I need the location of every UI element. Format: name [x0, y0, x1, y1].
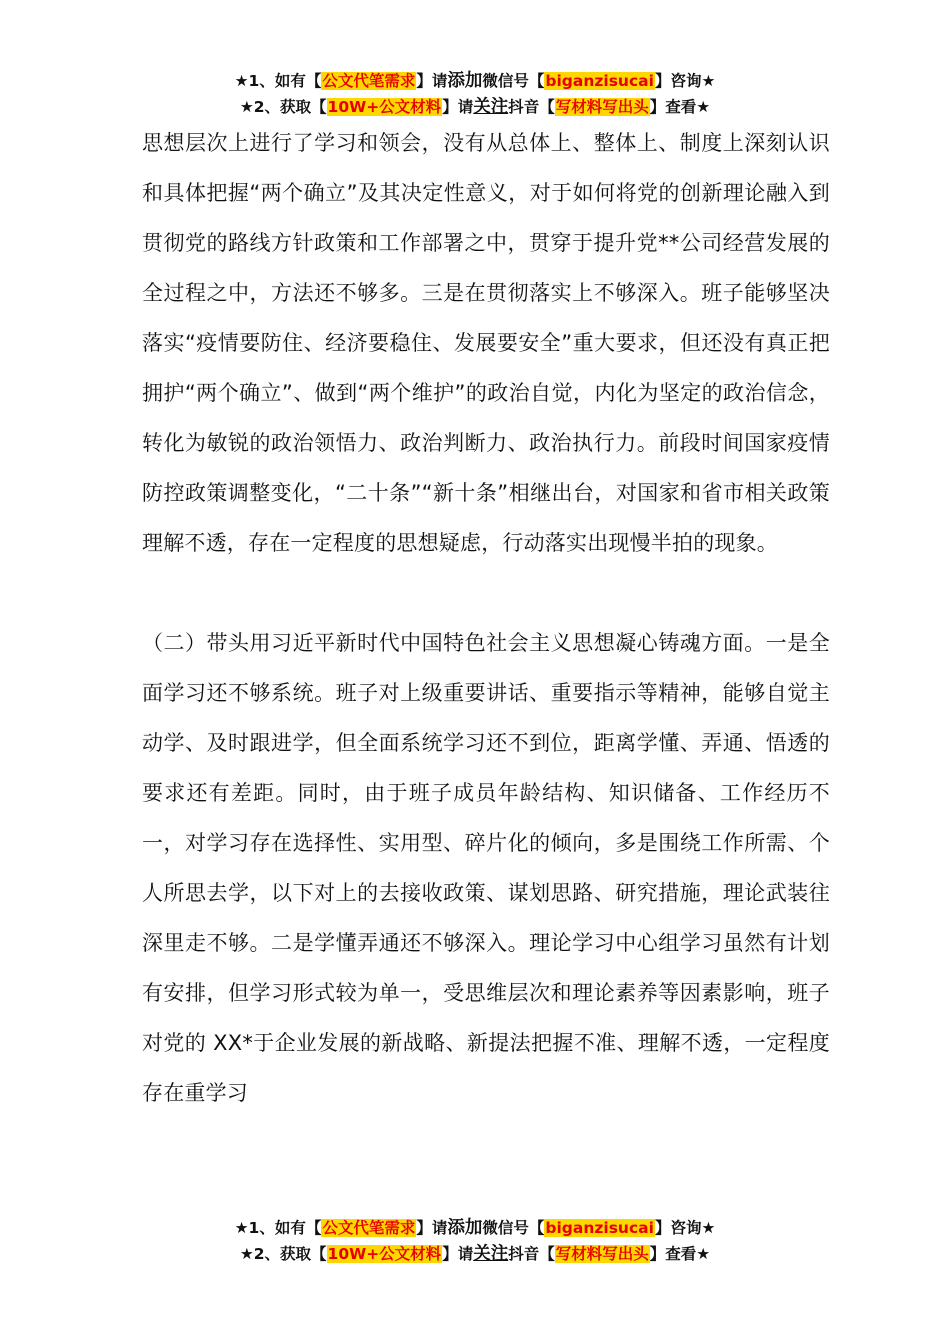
paragraph-1: 思想层次上进行了学习和领会，没有从总体上、整体上、制度上深刻认识和具体把握“两个确立”及其决定性意义，对于如何将党的创新理论融入到贯彻党的路线方针政策和工作部署之中，贯穿于提升党**公司经营发展的全过程之中，方法还不够多。三是在贯彻落实上不够深入。班子能够坚决落实“疫情要防住、经济要稳住、发展要安全”重大要求，但还没有真正把拥护“两个确立”、做到“两个维护”的政治自觉，内化为坚定的政治信念，转化为敏锐的政治领悟力、政治判断力、政治执行力。前段时间国家疫情防控政策调整变化，“二十条”“新十条”相继出台，对国家和省市相关政策理解不透，存在一定程度的思想疑虑，行动落实出现慢半拍的现象。 — [142, 131, 830, 555]
banner-wechat-id: biganzisucai — [545, 72, 654, 90]
banner-line-2: ★2、获取【10W+公文材料】请关注抖音【写材料写出头】查看★ — [239, 1244, 711, 1264]
banner-line-1: ★1、如有【公文代笔需求】请添加微信号【biganzisucai】咨询★ — [234, 71, 716, 91]
banner-wechat-id: biganzisucai — [545, 1219, 654, 1237]
banner-line-1: ★1、如有【公文代笔需求】请添加微信号【biganzisucai】咨询★ — [234, 1218, 716, 1238]
footer-banner — [0, 1215, 950, 1267]
banner-highlight: 10W+公文材料 — [327, 98, 442, 116]
banner-highlight: 公文代笔需求 — [322, 1219, 416, 1237]
banner-douyin-id: 写材料写出头 — [555, 1245, 649, 1263]
document-body — [142, 118, 830, 1118]
banner-douyin-id: 写材料写出头 — [555, 98, 649, 116]
banner-highlight: 公文代笔需求 — [322, 72, 416, 90]
paragraph-2: （二）带头用习近平新时代中国特色社会主义思想凝心铸魂方面。一是全面学习还不够系统。班子对上级重要讲话、重要指示等精神，能够自觉主动学、及时跟进学，但全面系统学习还不到位，距离学懂、弄通、悟透的要求还有差距。同时，由于班子成员年龄结构、知识储备、工作经历不一，对学习存在选择性、实用型、碎片化的倾向，多是围绕工作所需、个人所思去学，以下对上的去接收政策、谋划思路、研究措施，理论武装往深里走不够。二是学懂弄通还不够深入。理论学习中心组学习虽然有计划有安排，但学习形式较为单一，受思维层次和理论素养等因素影响，班子对党的 XX*于企业发展的新战略、新提法把握不准、理解不透，一定程度存在重学习 — [142, 631, 830, 1105]
banner-highlight: 10W+公文材料 — [327, 1245, 442, 1263]
paragraph-gap — [142, 568, 830, 618]
banner-line-2: ★2、获取【10W+公文材料】请关注抖音【写材料写出头】查看★ — [239, 97, 711, 117]
header-banner — [0, 68, 950, 120]
